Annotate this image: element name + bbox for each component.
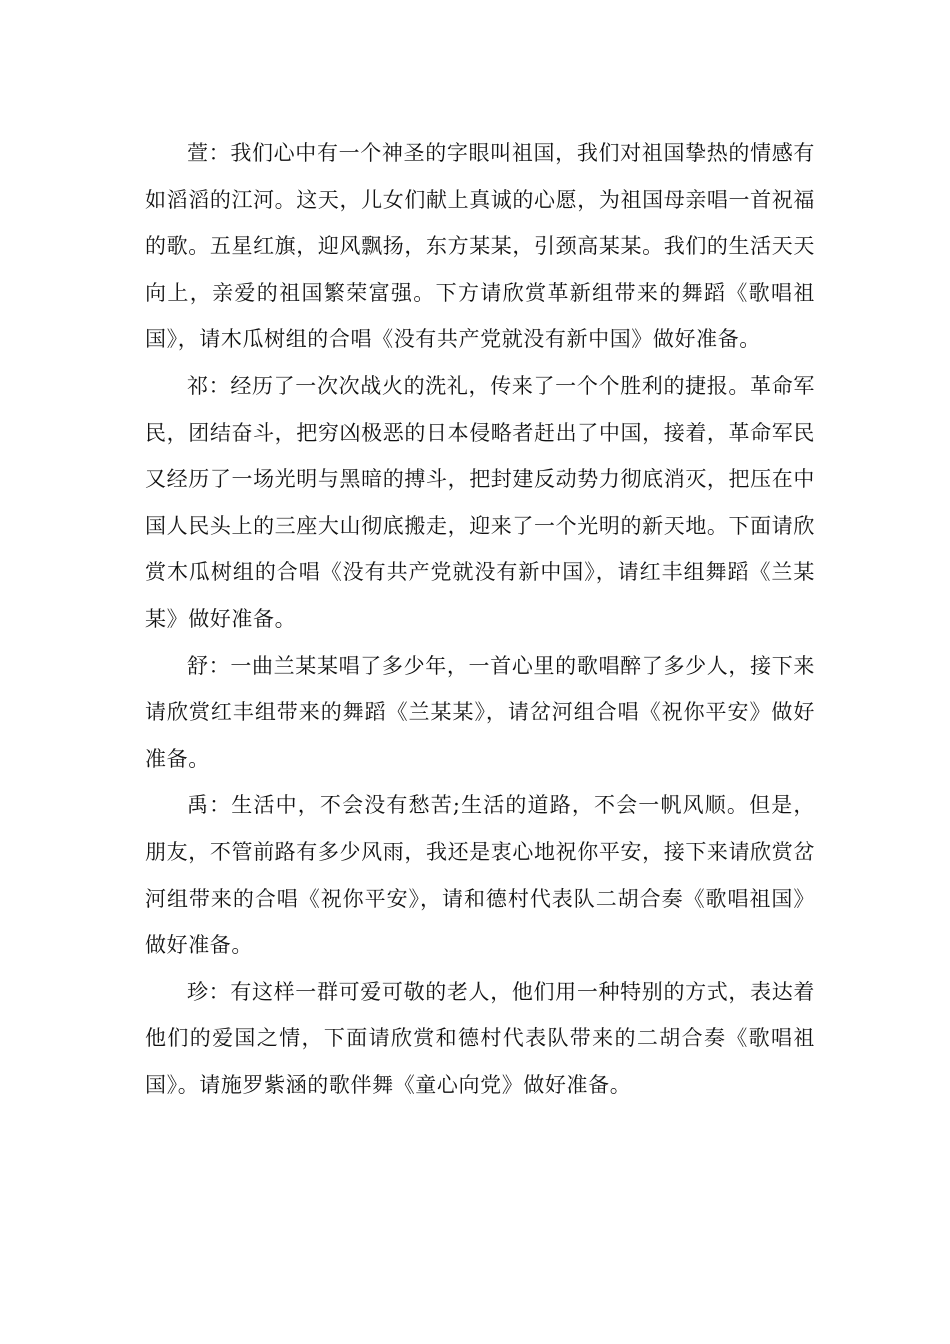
paragraph-xuan: 萱：我们心中有一个神圣的字眼叫祖国，我们对祖国挚热的情感有如滔滔的江河。这天，儿女们献上真诚的心愿，为祖国母亲唱一首祝福的歌。五星红旗，迎风飘扬，东方某某，引颈高某某。我们的生活天天向上，亲爱的祖国繁荣富强。下方请欣赏革新组带来的舞蹈《歌唱祖国》，请木瓜树组的合唱《没有共产党就没有新中国》做好准备。 <box>145 141 815 352</box>
paragraph-yu: 禹：生活中，不会没有愁苦;生活的道路，不会一帆风顺。但是，朋友，不管前路有多少风雨，我还是衷心地祝你平安，接下来请欣赏岔河组带来的合唱《祝你平安》，请和德村代表队二胡合奏《歌唱祖国》做好准备。 <box>145 793 815 958</box>
paragraph-zhen: 珍：有这样一群可爱可敬的老人，他们用一种特别的方式，表达着他们的爱国之情，下面请欣赏和德村代表队带来的二胡合奏《歌唱祖国》。请施罗紫涵的歌伴舞《童心向党》做好准备。 <box>145 979 815 1097</box>
paragraph-qi: 祁：经历了一次次战火的洗礼，传来了一个个胜利的捷报。革命军民，团结奋斗，把穷凶极恶的日本侵略者赶出了中国，接着，革命军民又经历了一场光明与黑暗的搏斗，把封建反动势力彻底消灭，把压在中国人民头上的三座大山彻底搬走，迎来了一个光明的新天地。下面请欣赏木瓜树组的合唱《没有共产党就没有新中国》，请红丰组舞蹈《兰某某》做好准备。 <box>145 373 815 631</box>
document-body <box>145 130 815 1108</box>
paragraph-shu: 舒：一曲兰某某唱了多少年，一首心里的歌唱醉了多少人，接下来请欣赏红丰组带来的舞蹈《兰某某》，请岔河组合唱《祝你平安》做好准备。 <box>145 653 815 771</box>
